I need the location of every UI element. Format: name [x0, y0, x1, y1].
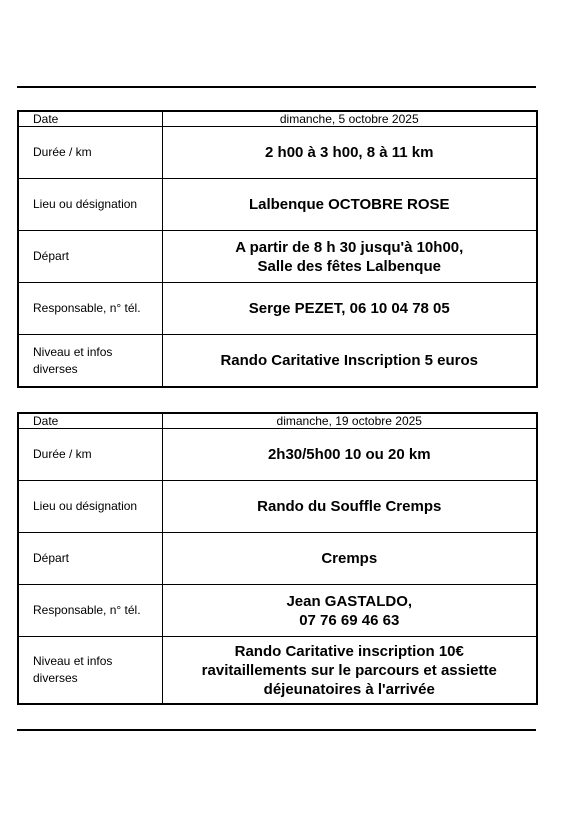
info-row: [18, 637, 537, 705]
departure-row: [18, 231, 537, 283]
departure-value: [162, 231, 537, 283]
duration-label: Durée / km: [18, 127, 162, 179]
info-label-line: diverses: [33, 671, 78, 685]
contact-value-line: Jean GASTALDO,: [286, 592, 413, 610]
info-label: [18, 637, 162, 705]
bottom-divider: [17, 729, 536, 731]
contact-label: Responsable, n° tél.: [18, 283, 162, 335]
date-row: [18, 413, 537, 429]
departure-label: Départ: [18, 231, 162, 283]
info-label: [18, 335, 162, 388]
location-label: Lieu ou désignation: [18, 481, 162, 533]
contact-row: [18, 283, 537, 335]
duration-value-line: 2h30/5h00 10 ou 20 km: [267, 446, 431, 463]
location-value: [162, 481, 537, 533]
location-row: [18, 481, 537, 533]
duration-value: [162, 127, 537, 179]
location-value: [162, 179, 537, 231]
info-value-line: Rando Caritative inscription 10€: [234, 642, 464, 660]
contact-value: [162, 283, 537, 335]
info-value-line: Rando Caritative Inscription 5 euros: [220, 352, 479, 369]
date-value: dimanche, 5 octobre 2025: [162, 111, 537, 127]
location-value-line: Rando du Souffle Cremps: [257, 498, 442, 515]
duration-label: Durée / km: [18, 429, 162, 481]
departure-label: Départ: [18, 533, 162, 585]
top-divider: [17, 86, 536, 88]
date-row: [18, 111, 537, 127]
departure-row: [18, 533, 537, 585]
date-value: dimanche, 19 octobre 2025: [162, 413, 537, 429]
departure-value-line: Salle des fêtes Lalbenque: [257, 257, 441, 275]
duration-row: [18, 127, 537, 179]
contact-value: [162, 585, 537, 637]
contact-value-line: 07 76 69 46 63: [299, 611, 400, 629]
location-row: [18, 179, 537, 231]
contact-row: [18, 585, 537, 637]
info-value: [162, 637, 537, 705]
date-label: Date: [18, 111, 162, 127]
info-row: [18, 335, 537, 388]
info-label-line: Niveau et infos: [33, 344, 113, 359]
duration-value: [162, 429, 537, 481]
date-label: Date: [18, 413, 162, 429]
info-value-line: déjeunatoires à l'arrivée: [263, 680, 435, 698]
departure-value-line: Cremps: [321, 550, 378, 567]
info-label-line: diverses: [33, 361, 78, 376]
location-label: Lieu ou désignation: [18, 179, 162, 231]
event-table-1: [17, 110, 538, 388]
location-value-line: Lalbenque OCTOBRE ROSE: [248, 196, 450, 213]
info-label-line: Niveau et infos: [33, 654, 113, 668]
duration-value-line: 2 h00 à 3 h00, 8 à 11 km: [265, 144, 434, 161]
departure-value-line: A partir de 8 h 30 jusqu'à 10h00,: [235, 238, 464, 256]
event-table-2: [17, 412, 538, 705]
info-value-line: ravitaillements sur le parcours et assiette: [201, 661, 497, 679]
info-value: [162, 335, 537, 388]
departure-value: [162, 533, 537, 585]
duration-row: [18, 429, 537, 481]
contact-label: Responsable, n° tél.: [18, 585, 162, 637]
contact-value-line: Serge PEZET, 06 10 04 78 05: [248, 300, 450, 317]
